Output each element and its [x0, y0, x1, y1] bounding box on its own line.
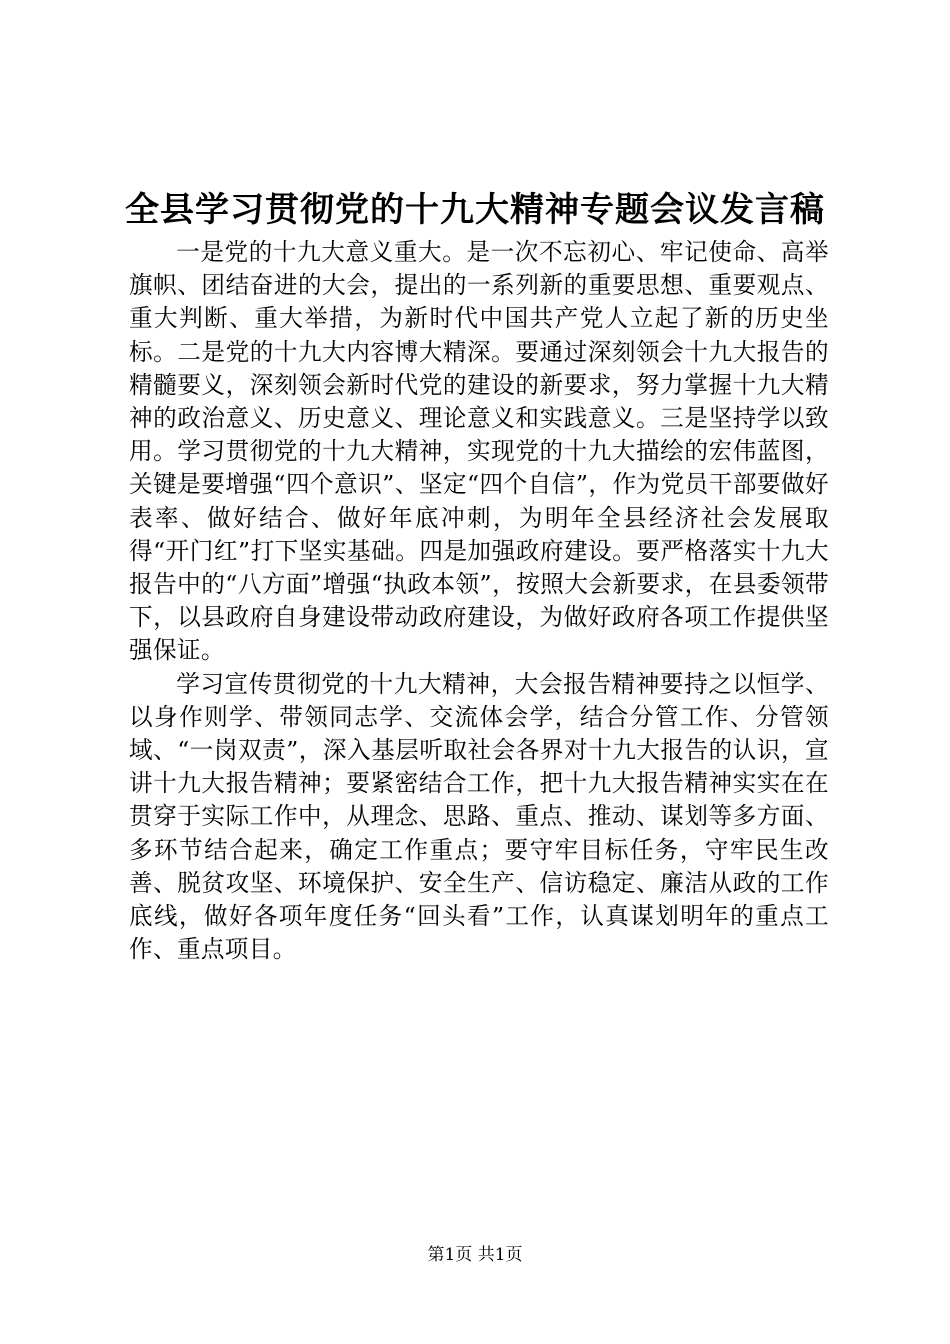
paragraph-1: 一是党的十九大意义重大。是一次不忘初心、牢记使命、高举旗帜、团结奋进的大会，提出的一系列新的重要思想、重要观点、重大判断、重大举措，为新时代中国共产党人立起了新的历史坐标。二是党的十九大内容博大精深。要通过深刻领会十九大报告的精髓要义，深刻领会新时代党的建设的新要求，努力掌握十九大精神的政治意义、历史意义、理论意义和实践意义。三是坚持学以致用。学习贯彻党的十九大精神，实现党的十九大描绘的宏伟蓝图，关键是要增强“四个意识”、坚定“四个自信”，作为党员干部要做好表率、做好结合、做好年底冲刺，为明年全县经济社会发展取得“开门红”打下坚实基础。四是加强政府建设。要严格落实十九大报告中的“八方面”增强“执政本领”，按照大会新要求，在县委领带下，以县政府自身建设带动政府建设，为做好政府各项工作提供坚强保证。	[129, 238, 829, 665]
document-body	[129, 236, 829, 966]
document-title: 全县学习贯彻党的十九大精神专题会议发言稿	[125, 190, 825, 230]
paragraph-2: 学习宣传贯彻党的十九大精神，大会报告精神要持之以恒学、以身作则学、带领同志学、交流体会学，结合分管工作、分管领域、“一岗双责”，深入基层听取社会各界对十九大报告的认识，宣讲十九大报告精神；要紧密结合工作，把十九大报告精神实实在在贯穿于实际工作中，从理念、思路、重点、推动、谋划等多方面、多环节结合起来，确定工作重点；要守牢目标任务，守牢民生改善、脱贫攻坚、环境保护、安全生产、信访稳定、廉洁从政的工作底线，做好各项年度任务“回头看”工作，认真谋划明年的重点工作、重点项目。	[129, 669, 829, 964]
page-number-footer: 第1页 共1页	[427, 1245, 523, 1265]
